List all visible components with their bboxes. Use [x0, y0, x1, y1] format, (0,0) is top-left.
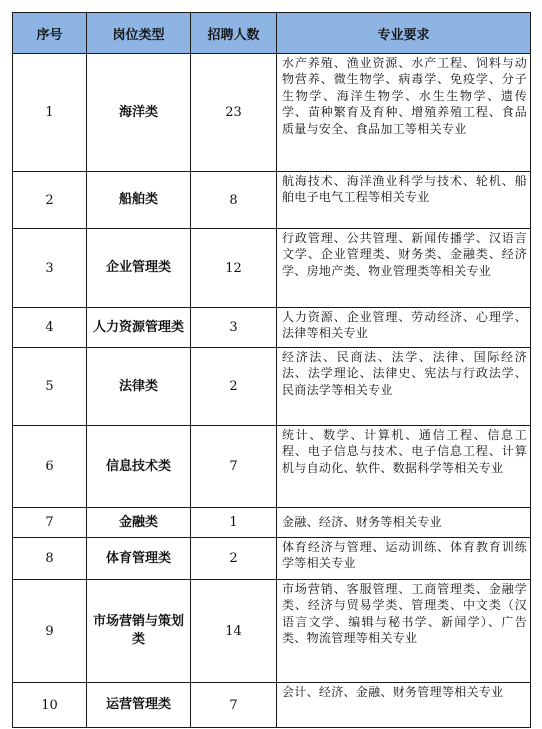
- table-row: [13, 54, 531, 172]
- table-row: [13, 348, 531, 426]
- cell-no: 5: [13, 348, 87, 426]
- cell-type: 企业管理类: [87, 229, 191, 308]
- table-row: [13, 683, 531, 728]
- cell-major: 水产养殖、渔业资源、水产工程、饲料与动物营养、微生物学、病毒学、免疫学、分子生物学、海洋生物学、水生生物学、遗传学、苗种繁育及育种、增殖养殖工程、食品质量与安全、食品加工等相关专业: [277, 54, 531, 172]
- cell-major: 航海技术、海洋渔业科学与技术、轮机、船舶电子电气工程等相关专业: [277, 172, 531, 229]
- cell-count: 8: [191, 172, 277, 229]
- cell-count: 1: [191, 508, 277, 538]
- cell-count: 14: [191, 580, 277, 683]
- header-row: [13, 13, 531, 54]
- cell-count: 12: [191, 229, 277, 308]
- table-row: [13, 580, 531, 683]
- cell-type: 信息技术类: [87, 426, 191, 508]
- cell-no: 4: [13, 308, 87, 348]
- cell-type: 运营管理类: [87, 683, 191, 728]
- table-row: [13, 538, 531, 580]
- cell-type: 法律类: [87, 348, 191, 426]
- cell-count: 2: [191, 538, 277, 580]
- cell-no: 2: [13, 172, 87, 229]
- cell-no: 8: [13, 538, 87, 580]
- header-major: 专业要求: [277, 13, 531, 54]
- table-row: [13, 426, 531, 508]
- cell-major: 金融、经济、财务等相关专业: [277, 508, 531, 538]
- cell-major: 体育经济与管理、运动训练、体育教育训练学等相关专业: [277, 538, 531, 580]
- header-type: 岗位类型: [87, 13, 191, 54]
- cell-major: 行政管理、公共管理、新闻传播学、汉语言文学、企业管理类、财务类、金融类、经济学、房地产类、物业管理类等相关专业: [277, 229, 531, 308]
- cell-no: 7: [13, 508, 87, 538]
- table-row: [13, 172, 531, 229]
- cell-type: 人力资源管理类: [87, 308, 191, 348]
- cell-count: 7: [191, 426, 277, 508]
- cell-count: 7: [191, 683, 277, 728]
- cell-count: 2: [191, 348, 277, 426]
- cell-type: 金融类: [87, 508, 191, 538]
- cell-type: 市场营销与策划类: [87, 580, 191, 683]
- header-no: 序号: [13, 13, 87, 54]
- cell-no: 1: [13, 54, 87, 172]
- table-row: [13, 308, 531, 348]
- cell-major: 统计、数学、计算机、通信工程、信息工程、电子信息与技术、电子信息工程、计算机与自动化、软件、数据科学等相关专业: [277, 426, 531, 508]
- table-row: [13, 229, 531, 308]
- cell-type: 体育管理类: [87, 538, 191, 580]
- cell-no: 10: [13, 683, 87, 728]
- cell-no: 3: [13, 229, 87, 308]
- header-count: 招聘人数: [191, 13, 277, 54]
- cell-no: 9: [13, 580, 87, 683]
- cell-major: 会计、经济、金融、财务管理等相关专业: [277, 683, 531, 728]
- cell-major: 经济法、民商法、法学、法律、国际经济法、法学理论、法律史、宪法与行政法学、民商法学等相关专业: [277, 348, 531, 426]
- cell-type: 海洋类: [87, 54, 191, 172]
- cell-type: 船舶类: [87, 172, 191, 229]
- cell-count: 3: [191, 308, 277, 348]
- table-row: [13, 508, 531, 538]
- cell-no: 6: [13, 426, 87, 508]
- cell-major: 市场营销、客服管理、工商管理类、金融学类、经济与贸易学类、管理类、中文类（汉语言文学、编辑与秘书学、新闻学）、广告类、物流管理等相关专业: [277, 580, 531, 683]
- cell-major: 人力资源、企业管理、劳动经济、心理学、法律等相关专业: [277, 308, 531, 348]
- recruitment-table: [12, 12, 531, 728]
- cell-count: 23: [191, 54, 277, 172]
